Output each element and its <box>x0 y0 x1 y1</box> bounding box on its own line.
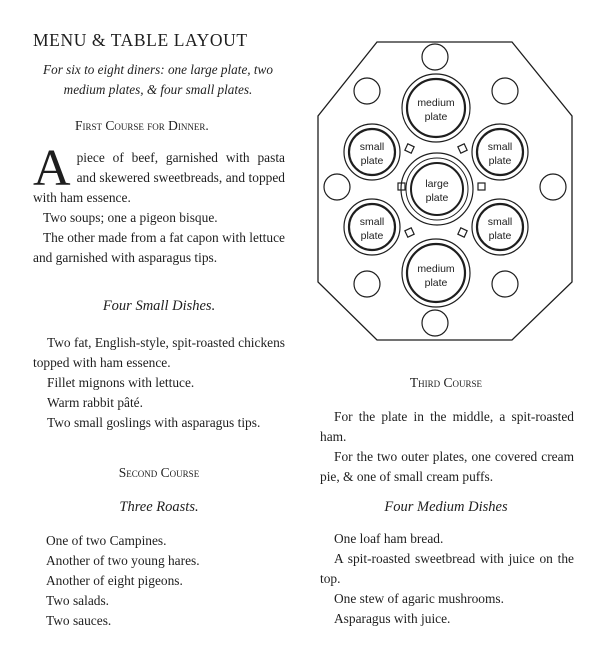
third-course-item: For the two outer plates, one covered cream pie, & one of small cream puffs. <box>320 449 574 484</box>
third-course-heading: Third Course <box>409 375 483 390</box>
second-course-list <box>46 533 200 633</box>
plate-label: medium <box>417 263 455 275</box>
four-small-dishes-list <box>33 333 285 433</box>
plate-label: plate <box>424 111 448 123</box>
third-course-list <box>320 407 574 487</box>
plate-label: plate <box>360 155 384 167</box>
subtitle-line-2: medium plates, & four small plates. <box>63 82 253 97</box>
plate-label: plate <box>488 155 512 167</box>
medium-dish-item: A spit-roasted sweetbread with juice on the top. <box>320 551 574 586</box>
outer-circle <box>354 271 380 297</box>
outer-circle <box>540 174 566 200</box>
plate-label: small <box>359 216 385 228</box>
plate-label: large <box>425 178 449 190</box>
small-dish-item: Two small goslings with asparagus tips. <box>47 415 261 430</box>
roast-item: Two salads. <box>46 593 110 608</box>
plate-label: plate <box>488 230 512 242</box>
page-title: MENU & TABLE LAYOUT <box>33 30 248 50</box>
square-dish <box>478 183 485 190</box>
square-dish <box>405 228 414 237</box>
three-roasts-heading: Three Roasts. <box>119 499 199 515</box>
subtitle <box>22 60 294 100</box>
plate-label: plate <box>425 192 449 204</box>
outer-circle <box>492 78 518 104</box>
outer-circle <box>422 310 448 336</box>
first-course-section <box>33 140 285 268</box>
third-course-item: For the plate in the middle, a spit-roasted ham. <box>320 409 574 444</box>
plate-label: plate <box>360 230 384 242</box>
plate-label: small <box>487 141 513 153</box>
medium-dish-item: One stew of agaric mushrooms. <box>334 591 504 606</box>
four-small-dishes-heading: Four Small Dishes. <box>102 298 216 314</box>
outer-circle <box>324 174 350 200</box>
medium-dish-item: One loaf ham bread. <box>334 531 444 546</box>
four-medium-dishes-heading: Four Medium Dishes <box>384 499 508 515</box>
plate-label: small <box>359 141 385 153</box>
first-course-item: Two soups; one a pigeon bisque. <box>43 210 218 225</box>
medium-dish-item: Asparagus with juice. <box>334 611 451 626</box>
small-dish-item: Fillet mignons with lettuce. <box>47 375 195 390</box>
first-course-item: piece of beef, garnished with pasta and skewered sweetbreads, and topped with ham essence. <box>33 150 285 205</box>
four-medium-dishes-list <box>320 529 574 629</box>
small-dish-item: Warm rabbit pâté. <box>47 395 143 410</box>
square-dish <box>458 144 467 153</box>
outer-circle <box>354 78 380 104</box>
roast-item: Another of eight pigeons. <box>46 573 183 588</box>
drop-cap: A <box>33 140 71 197</box>
outer-circle <box>492 271 518 297</box>
small-dish-item: Two fat, English-style, spit-roasted chickens topped with ham essence. <box>33 335 285 370</box>
square-dish <box>405 144 414 153</box>
second-course-heading: Second Course <box>118 465 200 480</box>
table-outline <box>318 42 572 340</box>
plate-label: plate <box>424 277 448 289</box>
plate-label: medium <box>417 97 455 109</box>
roast-item: Another of two young hares. <box>46 553 200 568</box>
first-course-item: The other made from a fat capon with lettuce and garnished with asparagus tips. <box>33 230 285 265</box>
roast-item: Two sauces. <box>46 613 112 628</box>
subtitle-line-1: For six to eight diners: one large plate, two <box>43 62 273 77</box>
square-dish <box>458 228 467 237</box>
first-course-heading: First Course for Dinner. <box>75 118 209 133</box>
outer-circle <box>422 44 448 70</box>
plate-label: small <box>487 216 513 228</box>
table-layout-diagram <box>312 36 580 348</box>
roast-item: One of two Campines. <box>46 533 167 548</box>
